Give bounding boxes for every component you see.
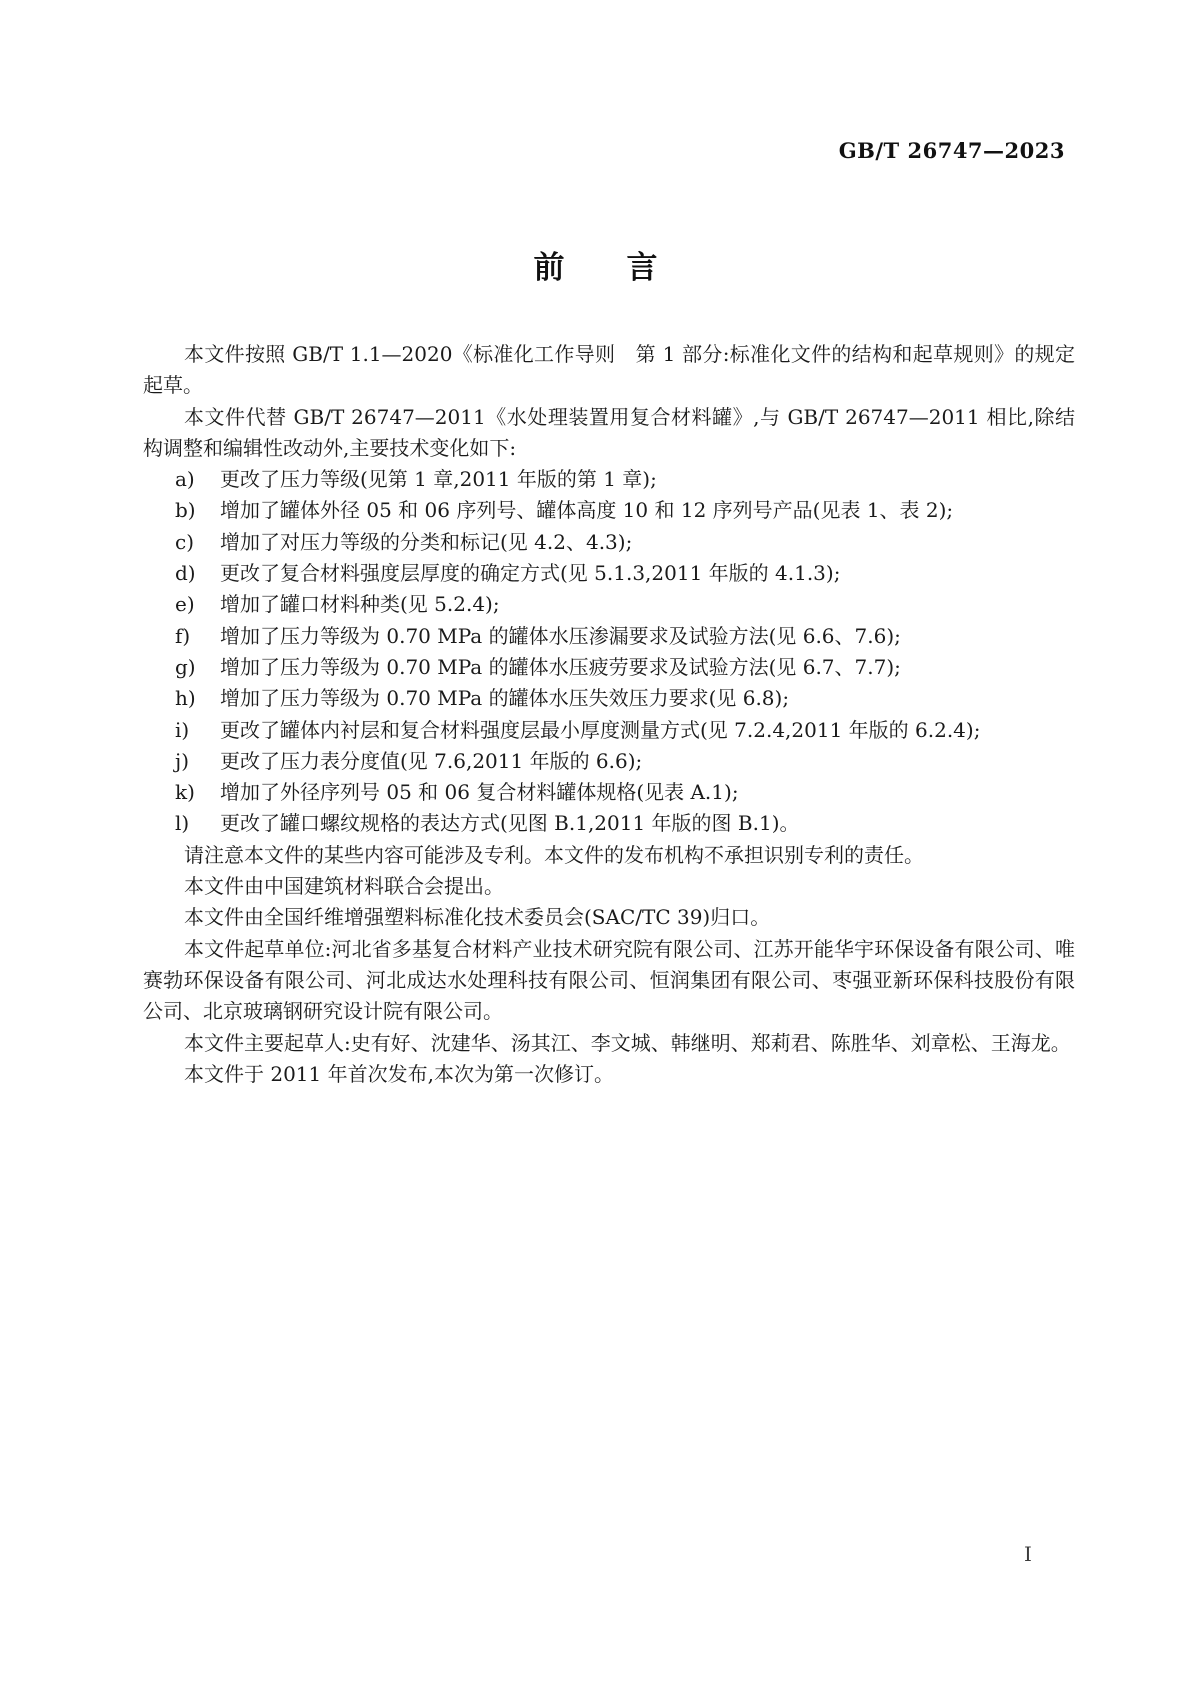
list-item-label: f) [175,623,191,648]
list-item-text: 更改了压力表分度值(见 7.6,2011 年版的 6.6); [220,748,643,773]
list-item-label: b) [175,498,196,523]
list-item-text: 增加了罐口材料种类(见 5.2.4); [220,592,500,617]
list-item-text: 增加了压力等级为 0.70 MPa 的罐体水压失效压力要求(见 6.8); [220,686,790,711]
paragraph: 本文件由中国建筑材料联合会提出。 [184,874,504,899]
paragraph: 本文件按照 GB/T 1.1—2020《标准化工作导则 第 1 部分:标准化文件的结构和起草规则》的规定起草。 [143,342,1075,398]
paragraph: 请注意本文件的某些内容可能涉及专利。本文件的发布机构不承担识别专利的责任。 [184,842,924,867]
standard-number: GB/T 26747—2023 [838,138,1065,163]
change-list-item [143,746,1075,777]
change-list-item [143,777,1075,808]
document-body [143,339,1075,1090]
list-item-text: 更改了罐口螺纹规格的表达方式(见图 B.1,2011 年版的图 B.1)。 [220,811,800,836]
list-item-label: j) [175,748,190,773]
change-list-item [143,527,1075,558]
list-item-text: 更改了压力等级(见第 1 章,2011 年版的第 1 章); [220,467,657,492]
change-list-item [143,652,1075,683]
list-item-text: 增加了外径序列号 05 和 06 复合材料罐体规格(见表 A.1); [220,780,739,805]
list-item-text: 增加了压力等级为 0.70 MPa 的罐体水压渗漏要求及试验方法(见 6.6、7.6); [220,623,901,648]
list-item-label: e) [175,592,195,617]
list-item-text: 增加了罐体外径 05 和 06 序列号、罐体高度 10 和 12 序列号产品(见表 1、表 2); [220,498,954,523]
list-item-label: k) [175,780,195,805]
paragraph: 本文件由全国纤维增强塑料标准化技术委员会(SAC/TC 39)归口。 [184,905,771,930]
change-list-item [143,495,1075,526]
paragraph: 本文件于 2011 年首次发布,本次为第一次修订。 [184,1061,614,1086]
list-item-label: h) [175,686,196,711]
change-list-item [143,621,1075,652]
list-item-label: i) [175,717,190,742]
change-list-item [143,558,1075,589]
change-list-item [143,715,1075,746]
page-number: I [1024,1542,1032,1566]
list-item-label: c) [175,529,195,554]
list-item-label: d) [175,561,196,586]
list-item-label: a) [175,467,195,492]
change-list-item [143,683,1075,714]
list-item-text: 增加了对压力等级的分类和标记(见 4.2、4.3); [220,529,633,554]
page-title: 前 言 [533,250,658,286]
list-item-text: 增加了压力等级为 0.70 MPa 的罐体水压疲劳要求及试验方法(见 6.7、7.7); [220,654,901,679]
list-item-text: 更改了罐体内衬层和复合材料强度层最小厚度测量方式(见 7.2.4,2011 年版的 6.2.4); [220,717,981,742]
list-item-label: g) [175,654,196,679]
paragraph: 本文件起草单位:河北省多基复合材料产业技术研究院有限公司、江苏开能华宇环保设备有限公司、唯赛勃环保设备有限公司、河北成达水处理科技有限公司、恒润集团有限公司、枣强亚新环保科技股份有限公司、北京玻璃钢研究设计院有限公司。 [143,936,1075,1024]
change-list-item [143,464,1075,495]
list-item-text: 更改了复合材料强度层厚度的确定方式(见 5.1.3,2011 年版的 4.1.3); [220,561,841,586]
paragraph: 本文件主要起草人:史有好、沈建华、汤其江、李文城、韩继明、郑莉君、陈胜华、刘章松、王海龙。 [184,1030,1071,1055]
change-list-item [143,808,1075,839]
list-item-label: l) [175,811,190,836]
paragraph: 本文件代替 GB/T 26747—2011《水处理装置用复合材料罐》,与 GB/T 26747—2011 相比,除结构调整和编辑性改动外,主要技术变化如下: [143,404,1075,460]
change-list-item [143,589,1075,620]
